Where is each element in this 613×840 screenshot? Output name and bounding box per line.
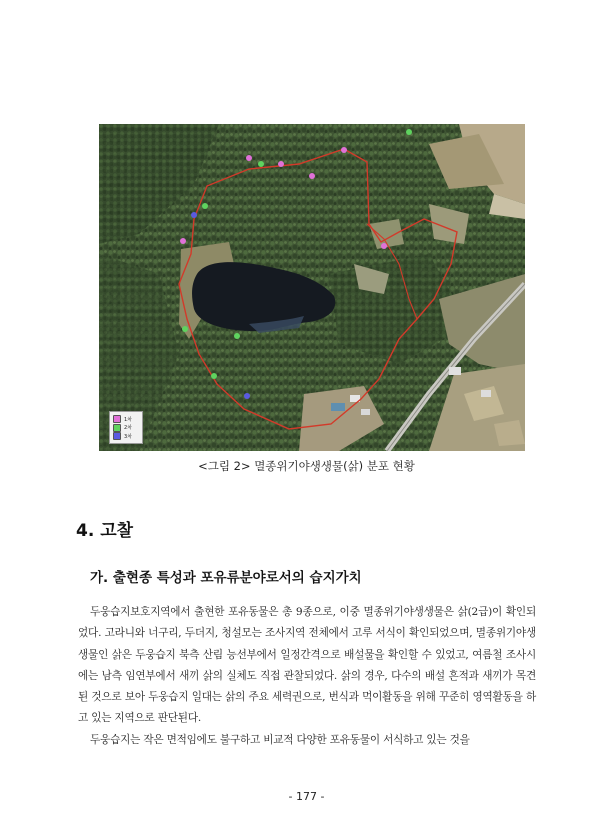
legend-item [113,415,140,424]
body-text [78,602,536,751]
satellite-map-image [99,124,525,451]
paragraph: 두웅습지보호지역에서 출현한 포유동물은 총 9종으로, 이중 멸종위기야생생물은 삵(2급)이 확인되었다. 고라니와 너구리, 두더지, 청설모는 조사지역 전체에서 고루 서식이 확인되었으며, 멸종위기야생생물인 삵은 두웅습지 북측 산림 능선부에서 일정간격으로 배설물을 확인할 수 있었고, 여름철 조사시에는 남측 임연부에서 새끼 삵의 실체도 직접 관찰되었다. 삵의 경우, 다수의 배설 흔적과 새끼가 목견된 것으로 보아 두웅습지 일대는 삵의 주요 세력권으로, 번식과 먹이활동을 위해 꾸준히 영역활동을 하고 있는 지역으로 판단된다. [78,606,536,725]
legend-item [113,424,140,433]
figure-caption: <그림 2> 멸종위기야생생물(삵) 분포 현황 [198,459,415,473]
legend-swatch-icon [113,415,121,423]
section-title: 4. 고찰 [76,521,134,541]
distribution-map-figure [99,124,525,451]
map-legend [109,411,143,444]
legend-label: 1차 [124,416,133,423]
legend-label: 2차 [124,425,133,432]
paragraph: 두웅습지는 작은 면적임에도 불구하고 비교적 다양한 포유동물이 서식하고 있는 것을 [90,733,470,746]
legend-swatch-icon [113,424,121,432]
legend-swatch-icon [113,432,121,440]
legend-item [113,432,140,441]
page-number: - 177 - [288,790,325,803]
subsection-title: 가. 출현종 특성과 포유류분야로서의 습지가치 [90,570,362,586]
legend-label: 3차 [124,433,133,440]
